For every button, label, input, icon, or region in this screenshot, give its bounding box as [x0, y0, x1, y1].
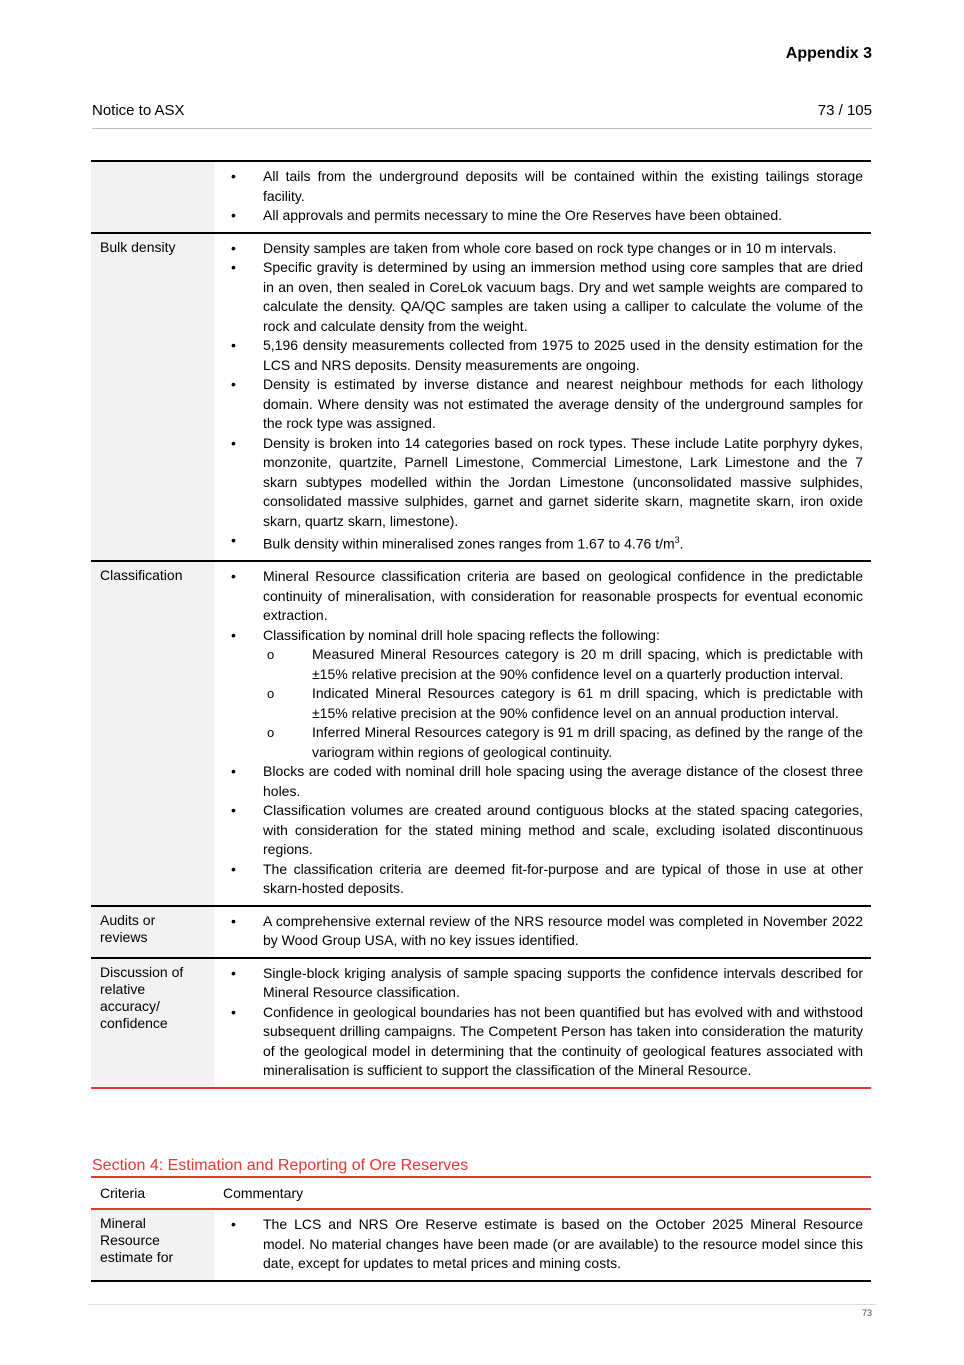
- bullet-item: [226, 762, 863, 801]
- commentary-cell: [214, 1209, 871, 1281]
- ore-reserves-table: [91, 1176, 871, 1282]
- bullet-text: Measured Mineral Resources category is 20 m drill spacing, which is predictable with ±15% relative precision at the 90% confidence level on a quarterly production interval.: [312, 646, 863, 682]
- bullet-text: Density is broken into 14 categories based on rock types. These include Latite porphyry dykes, monzonite, quartzite, Parnell Limestone, Commercial Limestone, Lark Limestone and the 7 skarn subtypes modelled within the Jordan Limestone (unconsolidated massive sulphides, consolidated massive sulphides, garnet and garnet siderite skarn, magnetite skarn, iron oxide skarn, quartz skarn, limestone).: [263, 434, 863, 529]
- appendix-label: Appendix 3: [785, 45, 872, 62]
- bullet-text: Confidence in geological boundaries has not been quantified but has evolved with and withstood subsequent drilling campaigns. The Competent Person has taken into consideration the maturity of the geological model in determining that the continuity of geological features associated with mineralisation is sufficient to support the classification of the Mineral Resource.: [263, 1003, 863, 1079]
- table-row: [91, 958, 871, 1088]
- bullet-item: [226, 567, 863, 626]
- bullet-text: Single-block kriging analysis of sample spacing supports the confidence intervals described for Mineral Resource classification.: [263, 964, 863, 1001]
- bullet-text-end: .: [679, 535, 684, 552]
- document-title: Notice to ASX: [92, 102, 185, 119]
- section-4-title: Section 4: Estimation and Reporting of Ore Reserves: [92, 1157, 469, 1174]
- bullet-text: 5,196 density measurements collected from 1975 to 2025 used in the density estimation for the LCS and NRS deposits. Density measurements are ongoing.: [263, 337, 863, 373]
- bullet-item: [226, 912, 863, 951]
- footer-page-number: 73: [861, 1308, 872, 1318]
- superscript: 3: [674, 535, 680, 545]
- bullet-list: [226, 239, 863, 555]
- footer-rule: [88, 1304, 876, 1305]
- table-row: [91, 1209, 871, 1281]
- sub-bullet-item: [226, 645, 863, 684]
- bullet-text: All tails from the underground deposits will be contained within the existing tailings storage facility.: [263, 168, 863, 204]
- bullet-item: [226, 964, 863, 1003]
- bullet-item: [226, 531, 863, 554]
- sub-bullet-item: [226, 723, 863, 762]
- bullet-item: [226, 239, 863, 259]
- criteria-cell: Classification: [91, 561, 214, 906]
- table-header-row: [91, 1177, 871, 1209]
- table-row: [91, 906, 871, 958]
- bullet-text: Mineral Resource classification criteria are based on geological confidence in the predictable continuity of mineralisation, with consideration for reasonable prospects for eventual economic extraction.: [263, 568, 863, 624]
- bullet-list: [226, 1215, 863, 1274]
- bullet-list: [226, 567, 863, 899]
- criteria-cell: Audits or reviews: [91, 906, 214, 958]
- bullet-text: All approvals and permits necessary to mine the Ore Reserves have been obtained.: [263, 207, 783, 223]
- bullet-item: [226, 167, 863, 206]
- commentary-cell: [214, 233, 871, 562]
- commentary-cell: [214, 161, 871, 233]
- criteria-table: [91, 160, 871, 1089]
- bullet-item: [226, 1215, 863, 1274]
- bullet-text: Indicated Mineral Resources category is 61 m drill spacing, which is predictable with ±15% relative precision at the 90% confidence level on an annual production interval.: [312, 685, 863, 721]
- bullet-item: [226, 626, 863, 646]
- bullet-item: [226, 1003, 863, 1081]
- bullet-list: [226, 167, 863, 226]
- commentary-cell: [214, 561, 871, 906]
- bullet-text: Classification volumes are created around contiguous blocks at the stated spacing categories, with consideration for the stated mining method and scale, excluding isolated discontinuous regions.: [263, 802, 863, 858]
- bullet-text: Bulk density within mineralised zones ranges from 1.67 to 4.76 t/m: [263, 535, 675, 552]
- commentary-header-label: Commentary: [223, 1185, 304, 1201]
- bullet-text: The classification criteria are deemed fit-for-purpose and are typical of those in use at other skarn-hosted deposits.: [263, 860, 863, 897]
- commentary-cell: [214, 958, 871, 1088]
- bullet-item: [226, 434, 863, 532]
- bullet-text: Density samples are taken from whole core based on rock type changes or in 10 m intervals.: [263, 239, 837, 256]
- bullet-list: [226, 912, 863, 951]
- bullet-text: Blocks are coded with nominal drill hole spacing using the average distance of the closest three holes.: [263, 763, 863, 799]
- bullet-item: [226, 258, 863, 336]
- bullet-text: Density is estimated by inverse distance and nearest neighbour methods for each lithology domain. Where density was not estimated the average density of the underground samples for the rock type was assigned.: [263, 376, 863, 431]
- criteria-cell: Mineral Resource estimate for: [91, 1209, 214, 1281]
- sub-bullet-item: [226, 684, 863, 723]
- criteria-cell: Bulk density: [91, 233, 214, 562]
- bullet-item: [226, 206, 863, 226]
- commentary-cell: [214, 906, 871, 958]
- bullet-list: [226, 964, 863, 1081]
- bullet-text: Inferred Mineral Resources category is 91 m drill spacing, as defined by the range of the variogram within regions of geological continuity.: [312, 724, 863, 760]
- bullet-text: Classification by nominal drill hole spacing reflects the following:: [263, 626, 660, 643]
- bullet-item: [226, 336, 863, 375]
- table-row: [91, 233, 871, 562]
- page-header: [92, 101, 872, 129]
- bullet-text: The LCS and NRS Ore Reserve estimate is based on the October 2025 Mineral Resource model. No material changes have been made (or are available) to the resource model since this date, except for updates to metal prices and mining costs.: [263, 1216, 863, 1271]
- bullet-text: A comprehensive external review of the NRS resource model was completed in November 2022 by Wood Group USA, with no key issues identified.: [263, 912, 863, 949]
- table-row: [91, 561, 871, 906]
- criteria-cell: [91, 161, 214, 233]
- bullet-item: [226, 860, 863, 899]
- criteria-cell: Discussion of relative accuracy/ confidence: [91, 958, 214, 1088]
- bullet-item: [226, 801, 863, 860]
- bullet-item: [226, 375, 863, 434]
- commentary-header: [214, 1177, 871, 1209]
- page-counter: 73 / 105: [817, 102, 872, 119]
- criteria-header: Criteria: [100, 1185, 146, 1201]
- bullet-text: Specific gravity is determined by using an immersion method using core samples that are dried in an oven, then sealed in CoreLok vacuum bags. Dry and wet sample weights are compared to calculate the density. QA/QC samples are taken using a calliper to calculate the volume of the rock and calculate density from the weight.: [263, 259, 863, 334]
- table-row: [91, 161, 871, 233]
